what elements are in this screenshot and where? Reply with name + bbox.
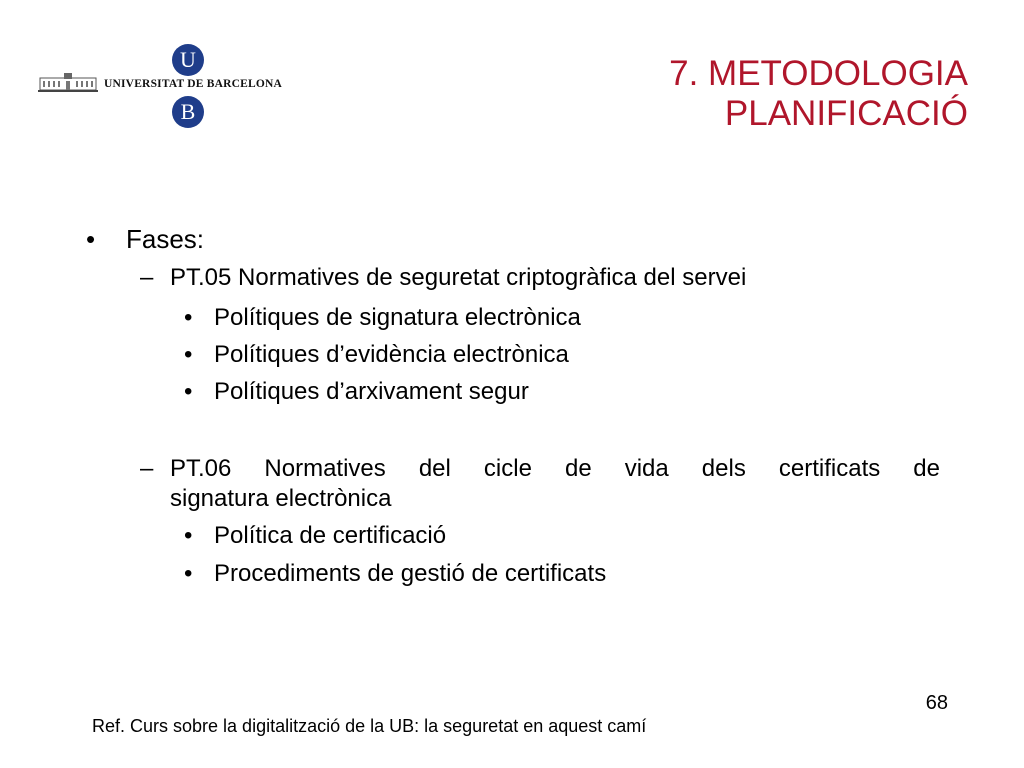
item-pt06-label	[140, 454, 940, 514]
bullet-fases-label: Fases:	[126, 224, 205, 254]
bullet-icon: •	[184, 522, 193, 549]
sub-item-label: Política de certificació	[214, 522, 447, 549]
footer-reference: Ref. Curs sobre la digitalització de la UB: la seguretat en aquest camí	[92, 716, 647, 736]
bullet-icon: •	[184, 560, 193, 587]
university-logo	[38, 44, 282, 130]
bullet-icon: •	[184, 304, 193, 331]
bullet-fases	[86, 224, 204, 255]
item-pt05	[140, 264, 746, 292]
sub-item-label: Polítiques de signatura electrònica	[214, 304, 581, 331]
title-line-2: PLANIFICACIÓ	[724, 94, 968, 133]
bullet-icon: •	[184, 378, 193, 405]
item-pt05-label: PT.05 Normatives de seguretat criptogràfica del servei	[170, 264, 747, 291]
item-pt06-line-1	[170, 454, 940, 484]
word: de	[564, 455, 592, 482]
bullet-icon: •	[184, 341, 193, 368]
sub-item-label: Procediments de gestió de certificats	[214, 560, 607, 587]
word: vida	[624, 455, 669, 482]
word: certificats	[778, 455, 881, 482]
word: PT.06	[170, 455, 232, 482]
logo-text: UNIVERSITAT DE BARCELONA	[104, 78, 282, 90]
building-icon	[38, 72, 98, 94]
item-pt06-line-2: signatura electrònica	[170, 485, 392, 512]
item-pt06	[140, 454, 940, 514]
word: del	[418, 455, 451, 482]
word: Normatives	[264, 455, 386, 482]
sub-item	[184, 378, 529, 406]
word: de	[913, 455, 940, 482]
page-number: 68	[925, 692, 948, 714]
word: cicle	[483, 455, 532, 482]
sub-item-label: Polítiques d’evidència electrònica	[214, 341, 569, 368]
title-line-1: 7. METODOLOGIA	[669, 54, 968, 93]
sub-item	[184, 560, 606, 588]
slide-title	[669, 54, 968, 134]
sub-item	[184, 522, 446, 550]
dash-icon: –	[140, 264, 154, 291]
logo-b-icon: B	[172, 96, 204, 128]
dash-icon: –	[140, 455, 154, 482]
bullet-icon: •	[86, 224, 96, 254]
word: dels	[701, 455, 746, 482]
sub-item	[184, 341, 569, 369]
sub-item-label: Polítiques d’arxivament segur	[214, 378, 529, 405]
logo-u-icon: U	[172, 44, 204, 76]
sub-item	[184, 304, 581, 332]
